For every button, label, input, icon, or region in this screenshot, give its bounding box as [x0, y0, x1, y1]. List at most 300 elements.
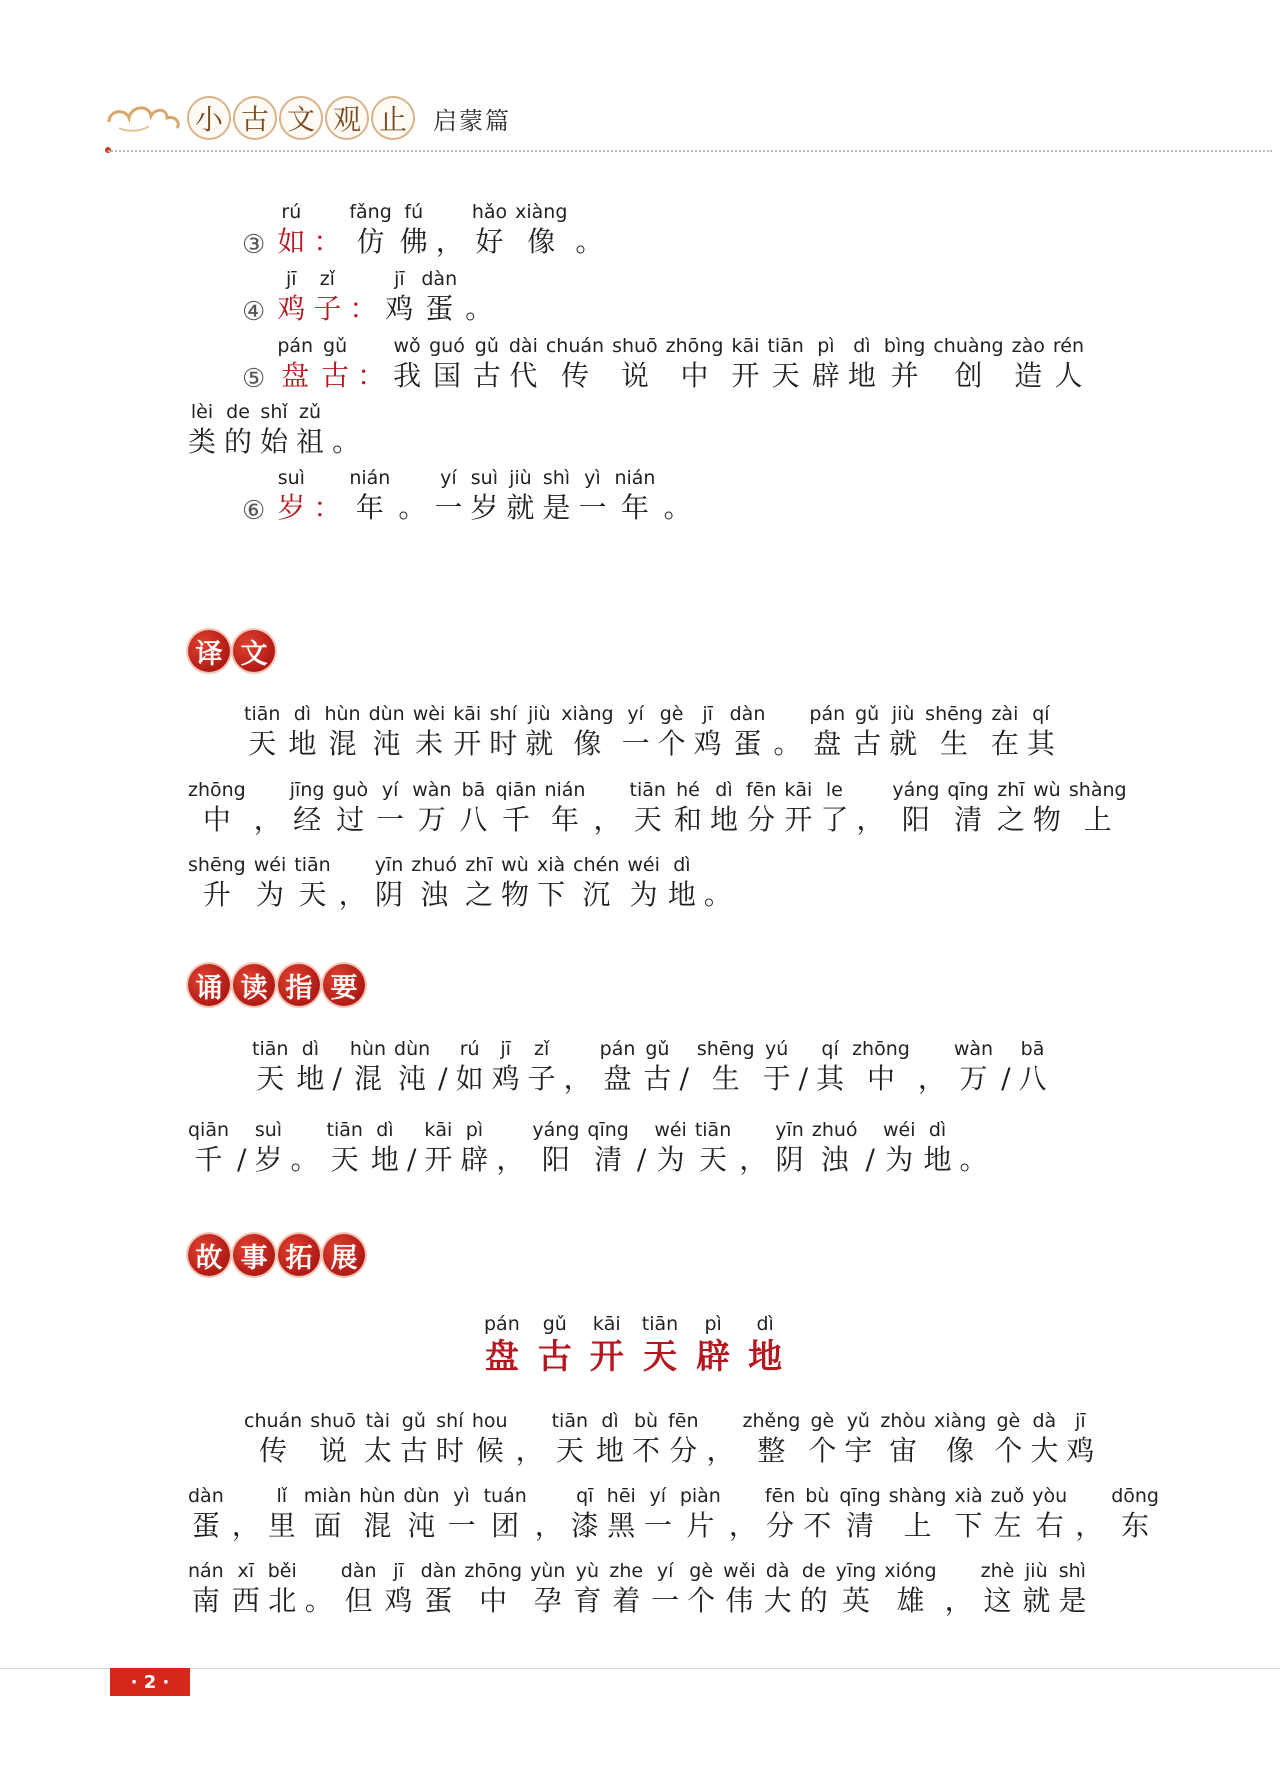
- pinyin: dà: [765, 1560, 790, 1582]
- hanzi: ，: [944, 1584, 973, 1617]
- hanzi: 个: [687, 1584, 716, 1617]
- ruby-cell: [290, 1118, 318, 1178]
- ruby-cell: [349, 200, 391, 260]
- ruby-cell: [515, 200, 567, 260]
- ruby-cell: [385, 267, 413, 327]
- hanzi: 混: [363, 1509, 392, 1542]
- hanzi: 盘: [603, 1062, 632, 1095]
- hanzi: 不: [632, 1434, 661, 1467]
- pinyin: wéi: [654, 1119, 687, 1141]
- ruby-cell: [552, 1409, 588, 1469]
- pinyin: tiān: [252, 1038, 289, 1060]
- hanzi: 一: [434, 491, 463, 524]
- hanzi: 其: [816, 1062, 845, 1095]
- pinyin: dì: [601, 1410, 619, 1432]
- hanzi: 八: [1018, 1062, 1047, 1095]
- pinyin: yáng: [532, 1119, 580, 1141]
- hanzi: 阴: [374, 878, 403, 911]
- ruby-cell: [310, 1409, 356, 1469]
- pinyin: shuō: [310, 1410, 356, 1432]
- ruby-cell: [400, 1409, 428, 1469]
- hanzi: 年: [620, 491, 649, 524]
- pinyin: xióng: [884, 1560, 937, 1582]
- pinyin: rén: [1052, 335, 1085, 357]
- pinyin: xiàng: [934, 1410, 987, 1432]
- hanzi: 浊: [820, 1143, 849, 1176]
- hanzi: 。: [703, 878, 732, 911]
- pinyin: jī: [286, 268, 297, 290]
- pinyin: dùn: [368, 703, 405, 725]
- ruby-cell: [313, 466, 341, 526]
- hanzi: 就: [506, 491, 535, 524]
- title-char: 观: [325, 96, 369, 140]
- pinyin: xià: [954, 1485, 983, 1507]
- hanzi: 好: [475, 225, 504, 258]
- ruby-cell: [436, 1409, 464, 1469]
- hanzi: 子: [313, 292, 342, 325]
- ruby-cell: [800, 1559, 828, 1619]
- hanzi: 于: [762, 1062, 791, 1095]
- page-number: · 2 ·: [110, 1668, 190, 1696]
- title-char: 文: [279, 96, 323, 140]
- section-badge: 要: [323, 964, 365, 1006]
- hanzi: 开: [424, 1143, 453, 1176]
- ruby-cell: [421, 267, 457, 327]
- pinyin: wǒ: [393, 335, 421, 357]
- pinyin: pán: [277, 335, 314, 357]
- ruby-cell: [723, 1559, 756, 1619]
- hanzi: ：: [313, 225, 342, 258]
- ruby-cell: [658, 702, 686, 762]
- pinyin: yīn: [775, 1119, 804, 1141]
- ruby-cell: [997, 778, 1025, 838]
- pinyin: yòu: [1032, 1485, 1068, 1507]
- hanzi: 和: [673, 803, 702, 836]
- ruby-cell: [341, 1559, 377, 1619]
- ruby-cell: [642, 1312, 678, 1378]
- ruby-cell: [1033, 778, 1061, 838]
- ruby-cell: [244, 1409, 302, 1469]
- pinyin: zhuó: [411, 854, 457, 876]
- ruby-cell: [632, 1409, 660, 1469]
- ruby-cell: [706, 1409, 734, 1469]
- translation-line: [244, 702, 1063, 762]
- ruby-cell: [767, 334, 803, 394]
- ruby-cell: [393, 334, 421, 394]
- ruby-cell: [385, 1559, 413, 1619]
- hanzi: 之: [464, 878, 493, 911]
- hanzi: 过: [336, 803, 365, 836]
- ruby-cell: [1069, 778, 1127, 838]
- pinyin: guò: [332, 779, 369, 801]
- ruby-cell: [277, 267, 305, 327]
- ruby-cell: [438, 1037, 447, 1097]
- pinyin: gǔ: [401, 1410, 426, 1432]
- hanzi: 经: [293, 803, 322, 836]
- hanzi: 古: [472, 359, 501, 392]
- pinyin: zhōng: [188, 779, 246, 801]
- ruby-cell: [695, 1118, 731, 1178]
- ruby-cell: [578, 466, 606, 526]
- pinyin: suì: [254, 1119, 283, 1141]
- hanzi: ，: [435, 225, 464, 258]
- hanzi: 但: [344, 1584, 373, 1617]
- hanzi: 清: [594, 1143, 623, 1176]
- ruby-cell: [696, 1312, 730, 1378]
- ruby-cell: [349, 267, 377, 327]
- hanzi: /: [406, 1143, 417, 1176]
- hanzi: 天: [298, 878, 327, 911]
- ruby-cell: [775, 1118, 804, 1178]
- pinyin: dì: [928, 1119, 947, 1141]
- pinyin: jiù: [527, 703, 551, 725]
- ruby-cell: [644, 1484, 672, 1544]
- hanzi: 一: [447, 1509, 476, 1542]
- ruby-cell: [268, 1559, 297, 1619]
- ruby-cell: [1019, 1037, 1047, 1097]
- ruby-cell: [470, 466, 498, 526]
- hanzi: 大: [1030, 1434, 1059, 1467]
- pinyin: dài: [508, 335, 538, 357]
- cloud-ornament-icon: [105, 98, 185, 138]
- hanzi: ，: [739, 1143, 768, 1176]
- pinyin: tiān: [294, 854, 331, 876]
- ruby-cell: [954, 1484, 982, 1544]
- hanzi: 盘: [484, 1337, 519, 1377]
- pinyin: pì: [817, 335, 835, 357]
- pinyin: jī: [1075, 1410, 1086, 1432]
- pinyin: pán: [484, 1313, 520, 1335]
- hanzi: 是: [1058, 1584, 1087, 1617]
- hanzi: 鸡: [277, 292, 306, 325]
- pinyin: shàng: [1068, 779, 1127, 801]
- pinyin: wù: [501, 854, 529, 876]
- pinyin: chén: [573, 854, 620, 876]
- hanzi: ：: [349, 292, 378, 325]
- section-badge: 事: [233, 1234, 275, 1276]
- ruby-cell: [587, 1118, 628, 1178]
- hanzi: 地: [667, 878, 696, 911]
- section-badge: 拓: [278, 1234, 320, 1276]
- ruby-cell: [991, 1484, 1025, 1544]
- ruby-cell: [465, 267, 493, 327]
- pinyin: fēn: [745, 779, 777, 801]
- hanzi: 物: [500, 878, 529, 911]
- hanzi: 浊: [420, 878, 449, 911]
- pinyin: zǐ: [319, 268, 335, 290]
- hanzi: 我: [393, 359, 422, 392]
- hanzi: /: [1001, 1062, 1011, 1095]
- hanzi: 地: [923, 1143, 952, 1176]
- pinyin: rú: [459, 1038, 480, 1060]
- pinyin: wèi: [412, 703, 446, 725]
- ruby-cell: [853, 702, 881, 762]
- pinyin: nán: [188, 1560, 224, 1582]
- hanzi: 左: [993, 1509, 1022, 1542]
- hanzi: 鸡: [385, 292, 414, 325]
- hanzi: 了: [820, 803, 849, 836]
- ruby-cell: [313, 200, 341, 260]
- pinyin: xià: [536, 854, 566, 876]
- ruby-cell: [844, 1409, 872, 1469]
- hanzi: 创: [954, 359, 983, 392]
- ruby-cell: [244, 702, 280, 762]
- pinyin: wěi: [723, 1560, 756, 1582]
- ruby-cell: [1012, 334, 1045, 394]
- pinyin: hé: [676, 779, 700, 801]
- hanzi: 辟: [811, 359, 840, 392]
- hanzi: ，: [515, 1434, 544, 1467]
- pinyin: xiàng: [561, 703, 614, 725]
- pinyin: chuàng: [933, 335, 1004, 357]
- pinyin: hou: [471, 1410, 508, 1432]
- pinyin: miàn: [303, 1485, 352, 1507]
- ruby-cell: [651, 1559, 679, 1619]
- pinyin: dàn: [421, 268, 458, 290]
- ruby-cell: [394, 1037, 430, 1097]
- ruby-cell: [668, 853, 696, 913]
- pinyin: yīn: [374, 854, 404, 876]
- pinyin: yí: [656, 1560, 674, 1582]
- hanzi: 雄: [896, 1584, 925, 1617]
- pinyin: gǔ: [645, 1038, 670, 1060]
- ruby-cell: [1032, 1484, 1067, 1544]
- hanzi: ：: [313, 491, 342, 524]
- pinyin: tiān: [244, 703, 281, 725]
- ruby-cell: [573, 1559, 601, 1619]
- hanzi: 古: [537, 1337, 572, 1377]
- ruby-cell: [654, 1118, 687, 1178]
- ruby-cell: [607, 1484, 636, 1544]
- note-line: [242, 466, 699, 526]
- pinyin: qí: [821, 1038, 839, 1060]
- hanzi: 孕: [533, 1584, 562, 1617]
- ruby-cell: [506, 466, 534, 526]
- ruby-cell: [627, 853, 660, 913]
- hanzi: 万: [959, 1062, 988, 1095]
- ruby-cell: [933, 334, 1003, 394]
- pinyin: zhěng: [742, 1410, 801, 1432]
- ruby-cell: [350, 1037, 386, 1097]
- hanzi: 个: [657, 727, 686, 760]
- hanzi: 开: [589, 1337, 624, 1377]
- pinyin: dì: [376, 1119, 394, 1141]
- pinyin: dàn: [340, 1560, 377, 1582]
- ruby-cell: [609, 1559, 643, 1619]
- hanzi: 天: [256, 1062, 285, 1095]
- hanzi: 代: [509, 359, 538, 392]
- ruby-cell: [573, 853, 619, 913]
- hanzi: 面: [313, 1509, 342, 1542]
- pinyin: yīng: [835, 1560, 877, 1582]
- ruby-cell: [188, 400, 216, 460]
- hanzi: 候: [475, 1434, 504, 1467]
- hanzi: ，: [338, 878, 367, 911]
- pinyin: qiān: [495, 779, 537, 801]
- ruby-cell: [575, 200, 603, 260]
- pinyin: tiān: [326, 1119, 363, 1141]
- pinyin: yú: [764, 1038, 789, 1060]
- hanzi: 万: [417, 803, 446, 836]
- pinyin: kāi: [424, 1119, 453, 1141]
- pinyin: qí: [1032, 703, 1050, 725]
- pinyin: nián: [544, 779, 586, 801]
- pinyin: jī: [702, 703, 713, 725]
- hanzi: ，: [856, 803, 885, 836]
- hanzi: 。: [465, 292, 494, 325]
- ruby-cell: [694, 702, 722, 762]
- hanzi: 传: [560, 359, 589, 392]
- pinyin: rú: [281, 201, 302, 223]
- story-title: [484, 1312, 800, 1378]
- ruby-cell: [327, 1118, 363, 1178]
- ruby-cell: [501, 853, 529, 913]
- hanzi: 开: [731, 359, 760, 392]
- hanzi: 佛: [399, 225, 428, 258]
- ruby-cell: [472, 200, 507, 260]
- pinyin: zhuó: [811, 1119, 858, 1141]
- hanzi: 鸡: [1066, 1434, 1095, 1467]
- pinyin: běi: [267, 1560, 297, 1582]
- hanzi: 八: [459, 803, 488, 836]
- hanzi: ，: [706, 1434, 735, 1467]
- hanzi: 鸡: [491, 1062, 520, 1095]
- hanzi: 子: [527, 1062, 556, 1095]
- ruby-cell: [484, 1312, 520, 1378]
- hanzi: 片: [686, 1509, 715, 1542]
- hanzi: 为: [656, 1143, 685, 1176]
- ruby-cell: [349, 466, 390, 526]
- hanzi: ，: [917, 1062, 946, 1095]
- note-number: ⑤: [242, 364, 266, 394]
- pinyin: kāi: [731, 335, 760, 357]
- hanzi: 下: [537, 878, 566, 911]
- ruby-cell: [820, 778, 848, 838]
- ruby-cell: [612, 334, 658, 394]
- pinyin: bā: [1020, 1038, 1045, 1060]
- pinyin: yí: [381, 779, 399, 801]
- hanzi: 中: [202, 803, 231, 836]
- reading-line: [252, 1037, 1055, 1097]
- pinyin: qī: [576, 1485, 594, 1507]
- ruby-cell: [254, 853, 287, 913]
- pinyin: zhe: [609, 1560, 644, 1582]
- ruby-cell: [622, 702, 650, 762]
- hanzi: 阴: [775, 1143, 804, 1176]
- pinyin: fú: [404, 201, 424, 223]
- ruby-cell: [332, 400, 360, 460]
- hanzi: 地: [709, 803, 738, 836]
- section-badge: 指: [278, 964, 320, 1006]
- hanzi: 古: [853, 727, 882, 760]
- hanzi: 天: [642, 1337, 677, 1377]
- ruby-cell: [918, 1037, 946, 1097]
- ruby-cell: [1022, 1559, 1050, 1619]
- ruby-cell: [994, 1409, 1022, 1469]
- pinyin: wù: [1033, 779, 1061, 801]
- hanzi: ，: [496, 1143, 525, 1176]
- pinyin: yì: [584, 467, 601, 489]
- ruby-cell: [812, 334, 840, 394]
- ruby-cell: [294, 853, 330, 913]
- hanzi: 中: [479, 1584, 508, 1617]
- ruby-cell: [991, 702, 1019, 762]
- hanzi: 是: [542, 491, 571, 524]
- hanzi: 时: [435, 1434, 464, 1467]
- title-char: 止: [371, 96, 415, 140]
- hanzi: 生: [711, 1062, 740, 1095]
- hanzi: 为: [885, 1143, 914, 1176]
- hanzi: 上: [903, 1509, 932, 1542]
- hanzi: /: [332, 1062, 342, 1095]
- pinyin: kāi: [592, 1313, 621, 1335]
- ruby-cell: [848, 334, 876, 394]
- ruby-cell: [630, 778, 666, 838]
- ruby-cell: [484, 1484, 527, 1544]
- pinyin: lèi: [190, 401, 214, 423]
- ruby-cell: [411, 853, 457, 913]
- pinyin: nián: [349, 467, 391, 489]
- pinyin: bā: [461, 779, 486, 801]
- pinyin: le: [825, 779, 843, 801]
- ruby-cell: [304, 1484, 351, 1544]
- pinyin: chuán: [244, 1410, 303, 1432]
- hanzi: 地: [370, 1143, 399, 1176]
- ruby-cell: [525, 702, 553, 762]
- hanzi: 古: [643, 1062, 672, 1095]
- hanzi: 。: [773, 727, 802, 760]
- ruby-cell: [496, 1118, 524, 1178]
- pinyin: shēng: [925, 703, 983, 725]
- ruby-cell: [434, 466, 462, 526]
- pinyin: gǔ: [323, 335, 348, 357]
- story-line: [244, 1409, 1102, 1469]
- pinyin: bìng: [883, 335, 926, 357]
- ruby-cell: [1111, 1484, 1159, 1544]
- ruby-cell: [668, 1409, 698, 1469]
- hanzi: 鸡: [693, 727, 722, 760]
- hanzi: 一: [376, 803, 405, 836]
- hanzi: 天: [771, 359, 800, 392]
- ruby-cell: [614, 466, 655, 526]
- ruby-cell: [739, 1118, 767, 1178]
- hanzi: 地: [288, 727, 317, 760]
- pinyin: dì: [293, 703, 312, 725]
- title-char: 小: [187, 96, 231, 140]
- note-line: [188, 400, 368, 460]
- ruby-cell: [535, 1484, 563, 1544]
- ruby-cell: [277, 334, 313, 394]
- pinyin: dàn: [729, 703, 766, 725]
- pinyin: zǐ: [534, 1038, 550, 1060]
- hanzi: 太: [363, 1434, 392, 1467]
- ruby-cell: [596, 1409, 624, 1469]
- pinyin: jiù: [1025, 1560, 1048, 1582]
- hanzi: 南: [191, 1584, 220, 1617]
- ruby-cell: [947, 778, 988, 838]
- ruby-cell: [880, 1409, 926, 1469]
- hanzi: 并: [890, 359, 919, 392]
- hanzi: 漆: [570, 1509, 599, 1542]
- ruby-cell: [839, 1484, 880, 1544]
- pinyin: piàn: [679, 1485, 721, 1507]
- pinyin: suì: [470, 467, 499, 489]
- note-line: [242, 267, 501, 327]
- ruby-cell: [398, 466, 426, 526]
- hanzi: 之: [996, 803, 1025, 836]
- pinyin: zhī: [997, 779, 1025, 801]
- hanzi: 混: [353, 1062, 382, 1095]
